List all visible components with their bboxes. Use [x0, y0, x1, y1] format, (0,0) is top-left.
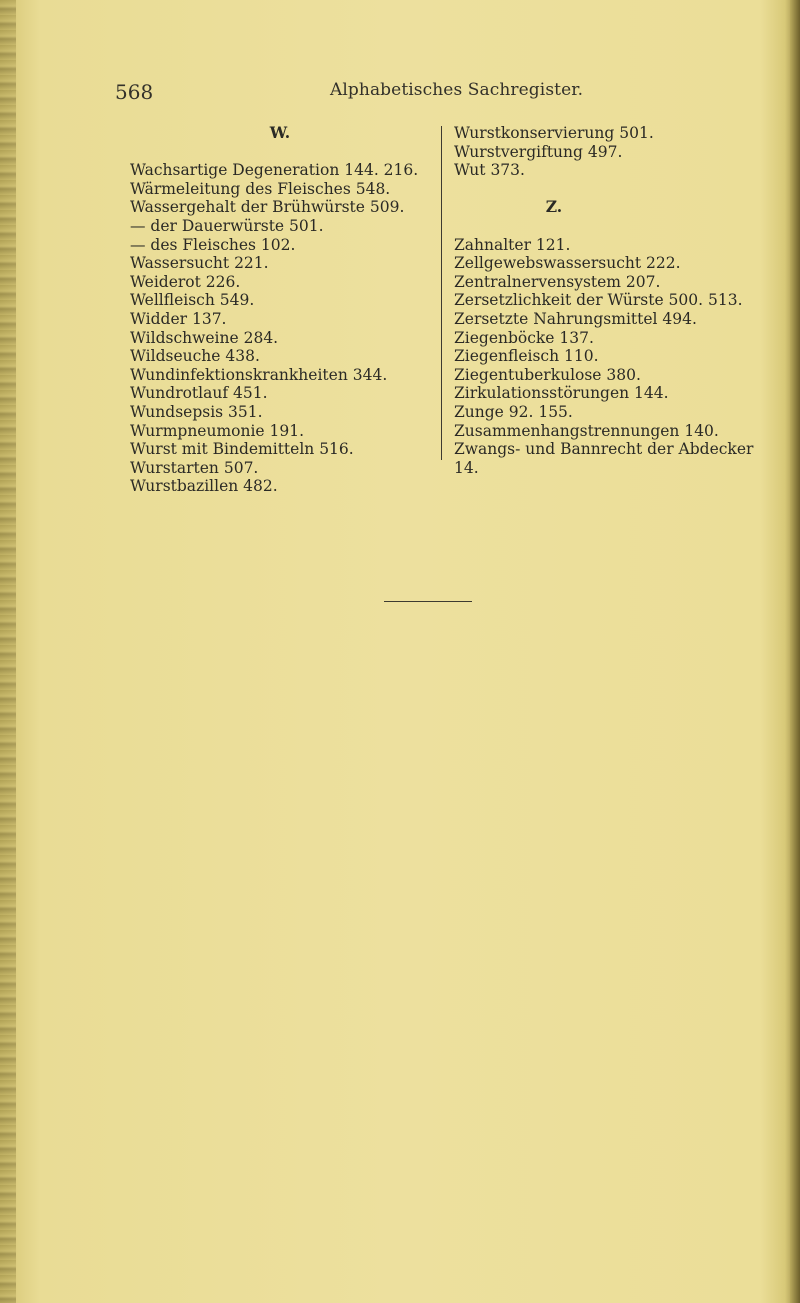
right-entries-list	[454, 236, 789, 478]
page-right-edge	[790, 0, 800, 1303]
section-letter-z: Z.	[545, 197, 563, 217]
index-entry: Wildseuche 438.	[130, 347, 260, 366]
page-header	[115, 80, 735, 110]
section-letter-w: W.	[269, 123, 291, 142]
index-column-left	[130, 124, 420, 496]
index-entry: Wildschweine 284.	[130, 328, 279, 347]
index-entry: Wachsartige Degeneration 144. 216.	[130, 161, 419, 180]
index-entry: Zunge 92. 155.	[454, 402, 573, 421]
index-entry: Wundsepsis 351.	[130, 402, 263, 421]
end-rule	[384, 601, 472, 602]
index-column-right	[454, 124, 789, 477]
index-entry: Wurstarten 507.	[130, 458, 259, 477]
index-entry: Wurstbazillen 482.	[130, 477, 278, 496]
index-entry: Wurmpneumonie 191.	[130, 421, 305, 440]
index-entry: Wassergehalt der Brühwürste 509.	[130, 198, 405, 217]
running-title: Alphabetisches Sachregister.	[330, 80, 584, 100]
index-entry: Wellfleisch 549.	[130, 291, 255, 310]
section-spacer	[130, 143, 420, 162]
index-entry: Zwangs- und Bannrecht der Abdecker	[454, 440, 754, 459]
index-entry: Zusammenhangstrennungen 140.	[454, 421, 719, 440]
index-entry: Wassersucht 221.	[130, 254, 269, 273]
index-entry: Wundinfektionskrankheiten 344.	[130, 365, 388, 384]
column-divider	[441, 126, 442, 460]
index-entry: Weiderot 226.	[130, 272, 241, 291]
index-entry: Zahnalter 121.	[454, 235, 571, 254]
book-binding-edge	[0, 0, 16, 1303]
index-entry: Widder 137.	[130, 309, 227, 328]
index-entry: Wärmeleitung des Fleisches 548.	[130, 179, 391, 198]
index-entry: Wurst mit Bindemitteln 516.	[130, 440, 354, 459]
index-entry: Wurstvergiftung 497.	[454, 142, 623, 161]
index-entry: Zersetzte Nahrungsmittel 494.	[454, 309, 697, 328]
index-entry: Ziegenfleisch 110.	[454, 347, 599, 366]
index-entry: Ziegentuberkulose 380.	[454, 365, 641, 384]
right-top-entries-list	[454, 124, 789, 180]
index-entry: Ziegenböcke 137.	[454, 328, 594, 347]
left-entries-list	[130, 161, 420, 496]
index-entry: Wurstkonservierung 501.	[454, 124, 654, 142]
section-spacer	[454, 217, 789, 236]
index-entry: Zellgewebswassersucht 222.	[454, 254, 681, 273]
index-entry: — des Fleisches 102.	[130, 235, 296, 254]
index-entry: 14.	[454, 458, 479, 477]
index-entry: Zersetzlichkeit der Würste 500. 513.	[454, 291, 743, 310]
page-number: 568	[115, 80, 154, 104]
index-entry: Zentralnervensystem 207.	[454, 272, 661, 291]
index-entry: Wundrotlauf 451.	[130, 384, 268, 403]
section-spacer	[454, 180, 789, 199]
index-entry: — der Dauerwürste 501.	[130, 216, 324, 235]
index-entry: Wut 373.	[454, 161, 525, 180]
index-entry: Zirkulationsstörungen 144.	[454, 384, 669, 403]
